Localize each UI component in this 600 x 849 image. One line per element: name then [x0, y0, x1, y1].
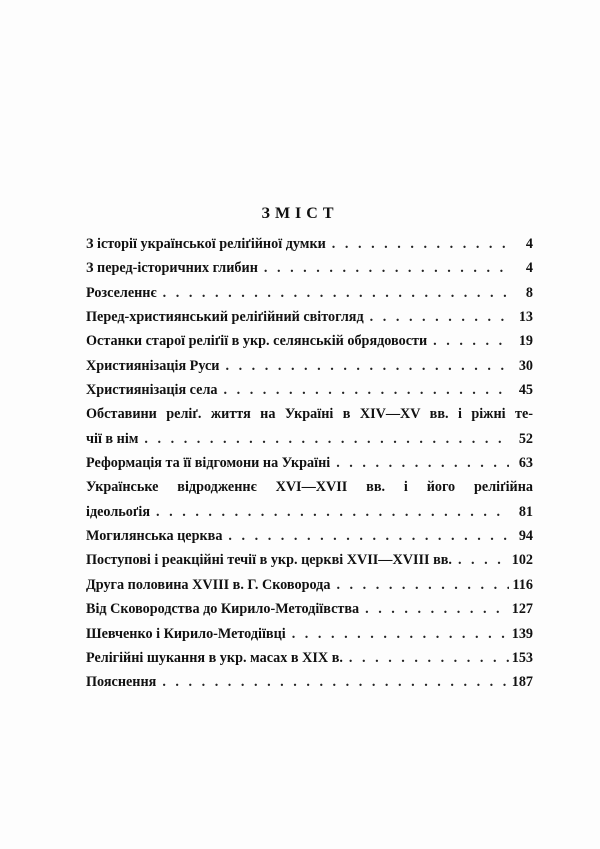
dot-leader — [219, 354, 509, 378]
toc-page-number: 13 — [518, 309, 533, 326]
toc-entry — [86, 500, 533, 524]
toc-entry-title: Реформація та її відгомони на Україні — [86, 455, 331, 472]
toc-entry-title: Останки старої реліґії в укр. селянській обрядовости — [86, 333, 428, 350]
toc-entry — [86, 354, 533, 378]
toc-entry-title: чії в нім — [86, 430, 139, 447]
toc-entry-title: З історії української реліґійної думки — [86, 236, 326, 252]
dot-leader — [258, 256, 509, 280]
page-title: ЗМІСТ — [261, 205, 339, 222]
toc-entry — [86, 378, 533, 402]
dot-leader — [359, 597, 509, 621]
dot-leader — [218, 378, 510, 402]
dot-leader — [156, 670, 509, 694]
toc-entry — [86, 622, 533, 646]
toc-entry-title: ідеольоґія — [86, 503, 151, 520]
toc-page-number: 4 — [525, 260, 533, 277]
toc-entry-title: З перед-історичних глибин — [86, 260, 258, 277]
toc-page-number: 45 — [518, 382, 533, 399]
toc-entry — [86, 232, 533, 256]
toc-page-number: 81 — [518, 503, 533, 520]
toc-page-number: 116 — [512, 576, 533, 593]
toc-entry-title: Друга половина XVIII в. Г. Сковорода — [86, 576, 331, 593]
toc-page-number: 4 — [525, 236, 533, 252]
toc-page-number: 139 — [511, 625, 533, 642]
dot-leader — [364, 305, 509, 329]
toc-page-number: 94 — [518, 528, 533, 545]
toc-entry-title: Християнізація села — [86, 382, 218, 399]
dot-leader — [343, 646, 509, 670]
toc-entry-title: Релігійні шукання в укр. масах в XIX в. — [86, 649, 343, 666]
toc-page-number: 153 — [511, 649, 533, 666]
toc-entry — [86, 548, 533, 572]
dot-leader — [326, 232, 509, 256]
table-of-contents — [86, 232, 533, 695]
dot-leader — [157, 281, 509, 305]
toc-entry — [86, 646, 533, 670]
dot-leader — [452, 548, 509, 572]
toc-page-number: 19 — [518, 333, 533, 350]
toc-entry-title: Могилянська церква — [86, 528, 223, 545]
toc-page-number: 30 — [518, 357, 533, 374]
toc-entry — [86, 305, 533, 329]
toc-entry-title: Шевченко і Кирило-Методіївці — [86, 625, 286, 642]
toc-entry — [86, 281, 533, 305]
toc-page-number: 8 — [525, 284, 533, 301]
toc-entry — [86, 670, 533, 694]
toc-entry — [86, 475, 533, 499]
toc-entry — [86, 573, 533, 597]
dot-leader — [138, 427, 509, 451]
dot-leader — [286, 622, 509, 646]
dot-leader — [222, 524, 509, 548]
toc-entry-title: Обставини реліґ. життя на Україні в XIV—XV вв. і ріжні те- — [86, 406, 533, 423]
toc-entry — [86, 256, 533, 280]
toc-entry-title: Перед-християнський реліґійний світогляд — [86, 309, 364, 326]
toc-page-number: 102 — [511, 552, 533, 569]
toc-page-number: 63 — [518, 455, 533, 472]
toc-page-number: 52 — [518, 430, 533, 447]
toc-entry-title: Українське відродженнє XVI—XVII вв. і його реліґійна — [86, 479, 533, 496]
toc-entry — [86, 524, 533, 548]
toc-entry — [86, 427, 533, 451]
toc-entry — [86, 329, 533, 353]
toc-page-number: 187 — [511, 674, 533, 691]
toc-entry — [86, 451, 533, 475]
toc-entry-title: Поступові і реакційні течії в укр. церкві XVII—XVIII вв. — [86, 552, 452, 569]
toc-entry — [86, 597, 533, 621]
toc-entry-title: Християнізація Руси — [86, 357, 220, 374]
toc-entry-title: Від Сковородства до Кирило-Методіївства — [86, 601, 360, 618]
toc-page-number: 127 — [511, 601, 533, 618]
dot-leader — [427, 329, 509, 353]
dot-leader — [330, 573, 509, 597]
toc-entry-title: Пояснення — [86, 674, 157, 691]
dot-leader — [330, 451, 509, 475]
dot-leader — [150, 500, 509, 524]
toc-entry — [86, 402, 533, 426]
toc-entry-title: Розселеннє — [86, 284, 157, 301]
